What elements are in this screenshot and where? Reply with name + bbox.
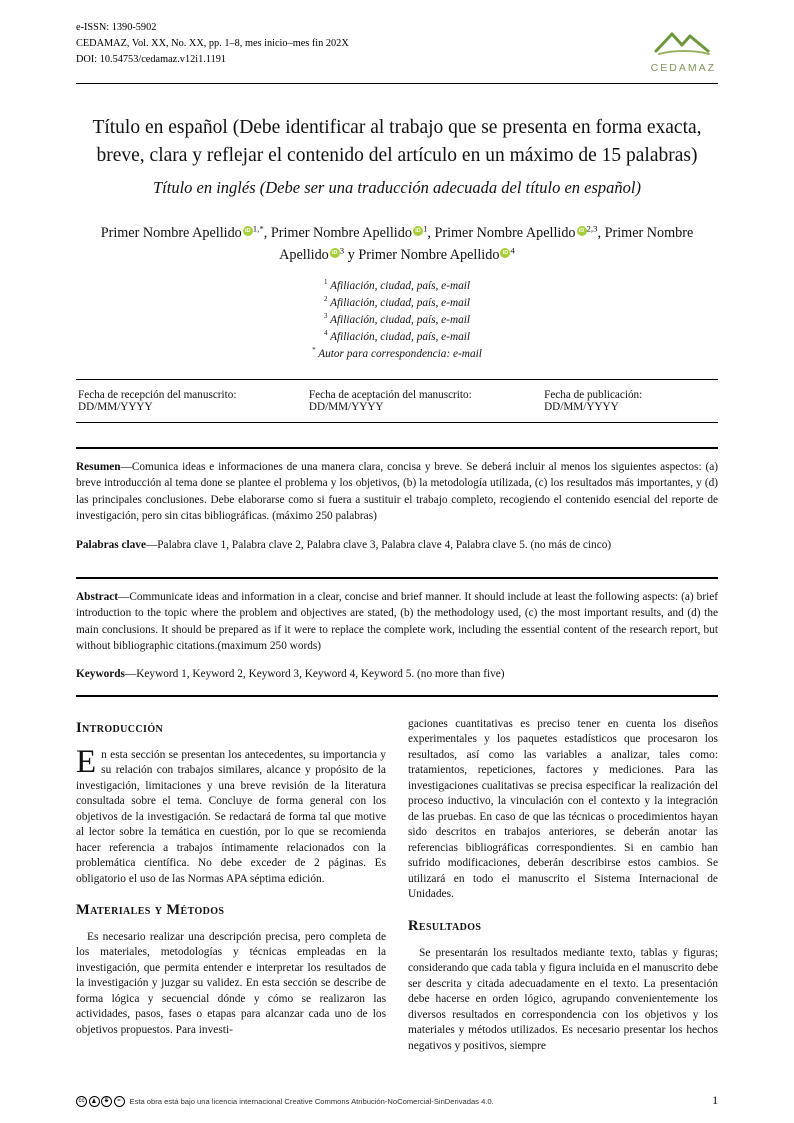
- affiliation-text: Afiliación, ciudad, país, e-mail: [330, 297, 471, 310]
- author-name: Primer Nombre Apellido: [279, 225, 694, 264]
- author-name: Primer Nombre Apellido: [100, 225, 242, 242]
- cc-nd-icon: =: [114, 1096, 125, 1107]
- affiliation-line: [76, 346, 718, 363]
- author-separator: ,: [427, 225, 431, 242]
- date-received: Fecha de recepción del manuscrito: DD/MM/YYYY: [78, 389, 237, 414]
- affiliation-line: [76, 329, 718, 346]
- date-published: Fecha de publicación: DD/MM/YYYY: [544, 389, 643, 414]
- author: [358, 247, 514, 263]
- author: [271, 225, 431, 241]
- author-name: Primer Nombre Apellido: [358, 247, 500, 264]
- abstract-label: Abstract: [76, 590, 119, 603]
- license-text: Esta obra está bajo una licencia internacional Creative Commons Atribución-NoComercial-SinDerivadas 4.0.: [129, 1096, 494, 1106]
- abstract-body: —Communicate ideas and information in a clear, concise and brief manner. It should include at least the following aspects: (a) brief introduction to the topic where the problem and objectives are stated, (b) the methodology used, (c) the most important results, and (d) the main conclusions. It should be prepared as if it were to replace the complete work, including the essential content of the research report, but without bibliographic citations.(maximum 250 words): [76, 590, 718, 653]
- affiliation-line: [76, 295, 718, 312]
- intro-heading: Introducción: [76, 719, 164, 736]
- palabras-clave-body: —Palabra clave 1, Palabra clave 2, Palabra clave 3, Palabra clave 4, Palabra clave 5. (no más de cinco): [145, 538, 612, 551]
- palabras-clave-label: Palabras clave: [76, 538, 146, 551]
- page-footer: [76, 1095, 718, 1107]
- doi-line: DOI: 10.54753/cedamaz.v12i1.1191: [76, 53, 227, 65]
- author-affiliation-sup: 3: [339, 245, 345, 256]
- orcid-icon[interactable]: iD: [577, 226, 587, 236]
- cc-by-icon: ♟: [89, 1096, 100, 1107]
- journal-logo-text: CEDAMAZ: [650, 62, 716, 74]
- author: [434, 225, 601, 241]
- article-title-en: Título en inglés (Debe ser una traducción adecuada del título en español): [152, 178, 642, 198]
- intro-paragraph: [76, 743, 386, 888]
- methods-heading: Materiales y Métodos: [76, 902, 225, 919]
- affiliation-sup: *: [312, 346, 316, 355]
- methods-paragraph: Es necesario realizar una descripción precisa, pero completa de los materiales, metodologías y técnicas empleadas en la investigación, que permita entender e interpretar los resultados de la investigación y juzgar su validez. En esta sección se describe de forma lógica y secuencial dónde y cómo se realizaron las actividades, pasos, fases o etapas para alcanzar cada uno de los objetivos propuestos. Para investi-: [76, 930, 386, 1036]
- author-separator: ,: [263, 225, 268, 242]
- author-affiliation-sup: 1: [422, 223, 428, 234]
- author-name: Primer Nombre Apellido: [434, 225, 576, 242]
- journal-line: CEDAMAZ, Vol. XX, No. XX, pp. 1–8, mes inicio–mes fin 202X: [76, 37, 349, 49]
- resumen-label: Resumen: [76, 461, 121, 474]
- author-separator: ,: [597, 225, 602, 242]
- header-meta: [76, 20, 349, 68]
- resumen-paragraph: [76, 459, 718, 525]
- cc-icon: cc: [76, 1096, 87, 1107]
- author-name: Primer Nombre Apellido: [270, 225, 412, 242]
- intro-dropcap: E: [76, 743, 97, 780]
- orcid-icon[interactable]: iD: [413, 226, 423, 236]
- cc-nc-icon: $: [101, 1096, 112, 1107]
- journal-logo: [651, 30, 716, 74]
- abstract-end-divider: [76, 695, 718, 697]
- abstract-section: [76, 577, 718, 683]
- keywords-body: —Keyword 1, Keyword 2, Keyword 3, Keyword 4, Keyword 5. (no more than five): [124, 668, 505, 681]
- affiliation-sup: 1: [323, 278, 328, 287]
- cc-license-icons: [76, 1096, 125, 1107]
- methods-continuation-paragraph: gaciones cuantitativas es preciso tener en cuenta los diseños experimentales y los paquetes estadísticos que procesaron los resultados, así como las variables a analizar, tales como: tratamientos, repeticiones, factores y mediciones. Para las investigaciones cualitativas se precisa especificar la realización del proceso inductivo, la vinculación con el contexto y la integración de las pruebas. En caso de que las técnicas o procedimientos hayan sido descritos en trabajos anteriores, se deberán anotar las referencias bibliográficas correspondientes. Si en cambio han sufrido modificaciones, deberán describirse estos cambios. Se utilizará en todo el manuscrito el Sistema Internacional de Unidades.: [408, 717, 718, 901]
- affiliations-block: [76, 278, 718, 363]
- author-separator: y: [344, 247, 355, 264]
- header-divider: [76, 83, 718, 84]
- article-body: [76, 717, 718, 1063]
- affiliation-text: Afiliación, ciudad, país, e-mail: [330, 314, 471, 327]
- article-title-es: Título en español (Debe identificar al trabajo que se presenta en forma exacta, breve, clara y reflejar el contenido del artículo en un máximo de 15 palabras): [92, 117, 702, 166]
- affiliation-line: [76, 312, 718, 329]
- affiliation-sup: 3: [323, 312, 328, 321]
- author: [101, 225, 268, 241]
- results-heading: Resultados: [408, 917, 482, 934]
- affiliation-text: Afiliación, ciudad, país, e-mail: [330, 280, 471, 293]
- affiliation-sup: 2: [323, 295, 328, 304]
- right-column: [408, 717, 718, 1063]
- affiliation-text: Afiliación, ciudad, país, e-mail: [330, 331, 471, 344]
- intro-body: n esta sección se presentan los antecedentes, su importancia y su relación con trabajos similares, alcance y propósito de la investigación, limitaciones y una breve revisión de la literatura consultada sobre el tema. Concluye de forma general con los objetivos de la investigación. Se redactará de forma tal que motive al lector sobre la temática en cuestión, por lo que se recomienda hacer referencia a trabajos íntimamente relacionados con la problemática científica. No debe exceder de 2 páginas. Es obligatorio el uso de las Normas APA séptima edición.: [76, 748, 386, 885]
- author-affiliation-sup: 4: [510, 245, 515, 256]
- resumen-body: —Comunica ideas e informaciones de una manera clara, concisa y breve. Se deberá incluir al menos los siguientes aspectos: (a) breve introducción al tema done se plantee el problema y los objetivos, (b) la metodología utilizada, (c) los resultados más importantes, y (d) las principales conclusiones. Debe elaborarse como si fuera a sustituir el trabajo completo, recogiendo el contenido esencial del reporte de investigación, pero sin citas bibliográficas. (máximo 250 palabras): [76, 461, 718, 523]
- palabras-clave-paragraph: [76, 537, 718, 553]
- affiliation-text: Autor para correspondencia: e-mail: [318, 348, 482, 361]
- authors-line: [76, 222, 718, 266]
- page-number: 1: [712, 1095, 718, 1107]
- orcid-icon[interactable]: iD: [500, 248, 510, 258]
- orcid-icon[interactable]: iD: [243, 226, 253, 236]
- resumen-section: [76, 447, 718, 553]
- author-affiliation-sup: 2,3: [586, 223, 598, 234]
- orcid-icon[interactable]: iD: [330, 248, 340, 258]
- abstract-paragraph: [76, 589, 718, 655]
- keywords-label: Keywords: [76, 668, 125, 681]
- affiliation-line: [76, 278, 718, 295]
- cedamaz-mountain-icon: [652, 30, 714, 56]
- keywords-paragraph: [76, 666, 718, 682]
- author-affiliation-sup: 1,*: [252, 223, 264, 234]
- affiliation-sup: 4: [323, 329, 328, 338]
- dates-bar: [76, 379, 718, 423]
- issn-line: e-ISSN: 1390-5902: [76, 22, 157, 33]
- date-accepted: Fecha de aceptación del manuscrito: DD/MM/YYYY: [308, 389, 472, 414]
- results-paragraph: Se presentarán los resultados mediante texto, tablas y figuras; considerando que cada tabla y figura incluida en el manuscrito debe ser descrita y citada adecuadamente en el texto. La presentación debe hacerse en orden lógico, agrupando convenientemente los diversos resultados en correspondencia con los objetivos y los materiales y métodos utilizados. Es necesario presentar los hechos negativos y positivos, siempre: [408, 946, 718, 1052]
- left-column: [76, 717, 386, 1063]
- page-header: [76, 20, 718, 74]
